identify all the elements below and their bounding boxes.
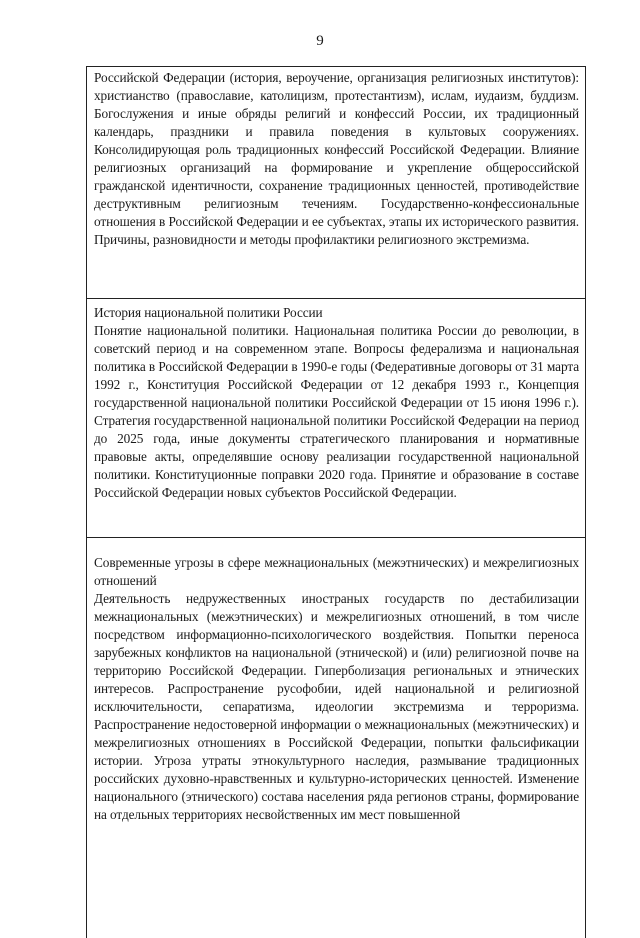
- section-body: Понятие национальной политики. Национальная политика России до революции, в советский период и на современном этапе. Вопросы федерализма и национальная политика в Российской Федерации в 1990-е годы (Федеративные договоры от 31 марта 1992 г., Конституция Российской Федерации от 12 декабря 1993 г., Концепция государственной национальной политики Российской Федерации от 15 июня 1996 г.). Стратегия государственной национальной политики Российской Федерации на период до 2025 года, иные документы стратегического планирования и нормативные правовые акты, определявшие основу реализации государственной национальной политики. Конституционные поправки 2020 года. Принятие и образование в составе Российской Федерации новых субъектов Российской Федерации.: [94, 323, 579, 500]
- section-title: История национальной политики России: [94, 305, 323, 320]
- page-number: 9: [316, 33, 324, 49]
- table-cell-national-policy-history: [87, 299, 585, 538]
- section-body: Российской Федерации (история, вероучение, организация религиозных институтов): христианство (православие, католицизм, протестантизм), ислам, иудаизм, буддизм. Богослужения и иные обряды религий и конфессий России, их традиционный календарь, праздники и правила поведения в культовых сооружениях. Консолидирующая роль традиционных конфессий Российской Федерации. Влияние религиозных организаций на формирование и укрепление общероссийской гражданской идентичности, сохранение традиционных ценностей, противодействие деструктивным религиозным течениям. Государственно-конфессиональные отношения в Российской Федерации и ее субъектах, этапы их исторического развития. Причины, разновидности и методы профилактики религиозного экстремизма.: [94, 70, 579, 247]
- content-table: [86, 66, 586, 938]
- section-body: Деятельность недружественных иностраных государств по дестабилизации межнациональных (межэтнических) и межрелигиозных отношений, в том числе посредством информационно-психологического воздействия. Попытки переноса зарубежных конфликтов на национальной (этнической) и (или) религиозной почве на территорию Российской Федерации. Гиперболизация региональных и этнических интересов. Распространение русофобии, идей национальной и религиозной исключительности, сепаратизма, идеологии экстремизма и терроризма. Распространение недостоверной информации о межнациональных (межэтнических) и межрелигиозных отношениях в Российской Федерации, попытки фальсификации истории. Угроза утраты этнокультурного наследия, размывание традиционных российских духовно-нравственных и культурно-исторических ценностей. Изменение национального (этнического) состава населения ряда регионов страны, формирование на отдельных территориях несвойственных им мест повышенной: [94, 591, 579, 822]
- table-cell-modern-threats: [87, 538, 585, 938]
- section-title: Современные угрозы в сфере межнациональных (межэтнических) и межрелигиозных отношений: [94, 555, 579, 588]
- table-cell-religions: [87, 67, 585, 299]
